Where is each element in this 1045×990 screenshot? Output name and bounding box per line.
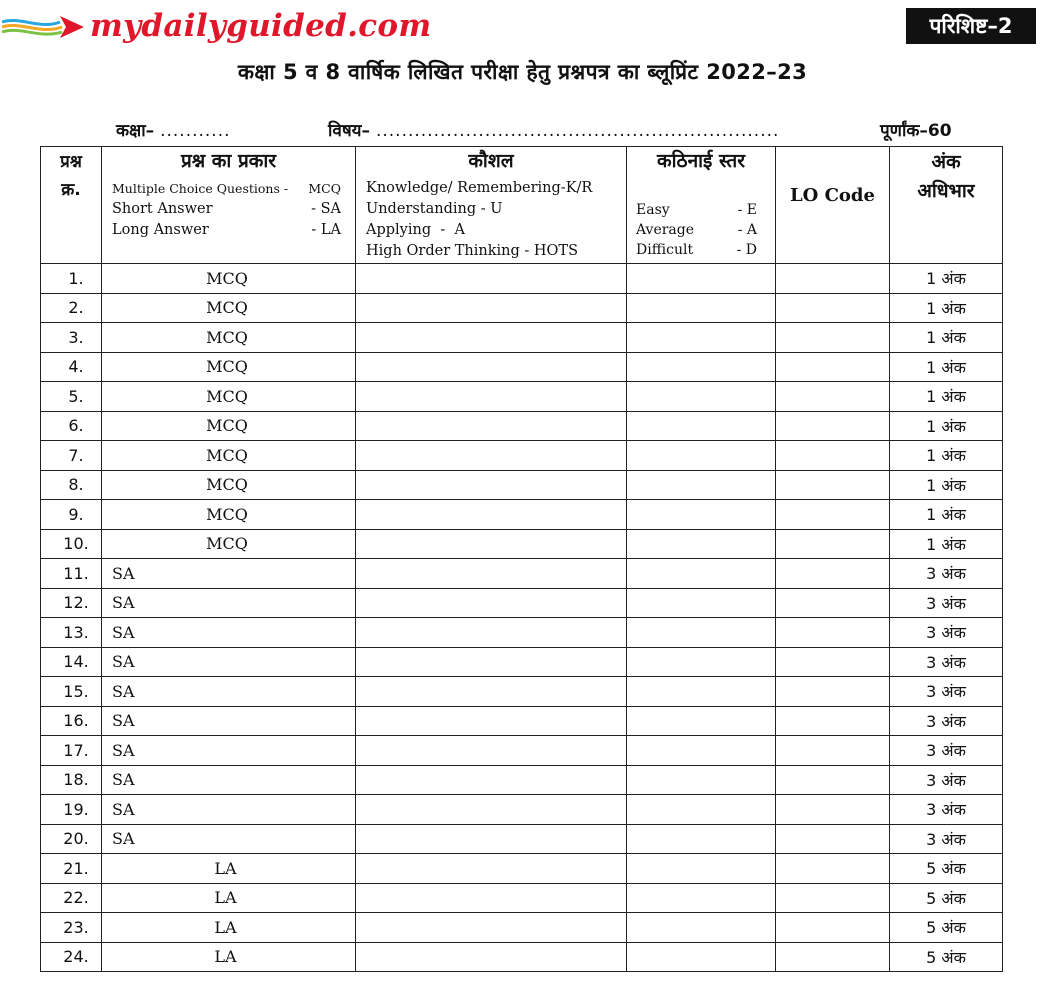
question-type: LA bbox=[102, 942, 356, 972]
question-number: 8. bbox=[41, 470, 102, 500]
question-type: MCQ bbox=[102, 323, 356, 353]
table-row bbox=[41, 854, 1003, 884]
lo-code-cell[interactable] bbox=[776, 913, 890, 943]
question-type: MCQ bbox=[102, 382, 356, 412]
lo-code-cell[interactable] bbox=[776, 677, 890, 707]
skill-cell[interactable] bbox=[356, 618, 627, 648]
difficulty-cell[interactable] bbox=[627, 352, 776, 382]
question-type: SA bbox=[102, 647, 356, 677]
legend-la-code: - LA bbox=[311, 222, 341, 238]
legend-la-name: Long Answer bbox=[112, 222, 209, 238]
lo-code-cell[interactable] bbox=[776, 323, 890, 353]
table-row bbox=[41, 529, 1003, 559]
skill-cell[interactable] bbox=[356, 824, 627, 854]
class-label: कक्षा– bbox=[116, 121, 155, 141]
site-watermark bbox=[0, 4, 431, 48]
question-number: 10. bbox=[41, 529, 102, 559]
question-number: 23. bbox=[41, 913, 102, 943]
marks-cell: 5 अंक bbox=[890, 883, 1003, 913]
legend-mcq-name: Multiple Choice Questions - bbox=[112, 181, 289, 196]
difficulty-cell[interactable] bbox=[627, 264, 776, 294]
difficulty-cell[interactable] bbox=[627, 677, 776, 707]
difficulty-cell[interactable] bbox=[627, 942, 776, 972]
question-type: LA bbox=[102, 854, 356, 884]
question-number: 20. bbox=[41, 824, 102, 854]
difficulty-cell[interactable] bbox=[627, 618, 776, 648]
table-row bbox=[41, 293, 1003, 323]
lo-code-cell[interactable] bbox=[776, 706, 890, 736]
marks-cell: 3 अंक bbox=[890, 588, 1003, 618]
marks-cell: 3 अंक bbox=[890, 706, 1003, 736]
table-row bbox=[41, 795, 1003, 825]
question-type: SA bbox=[102, 677, 356, 707]
class-field bbox=[116, 118, 231, 141]
marks-cell: 3 अंक bbox=[890, 559, 1003, 589]
question-number: 12. bbox=[41, 588, 102, 618]
skill-cell[interactable] bbox=[356, 470, 627, 500]
question-type: SA bbox=[102, 618, 356, 648]
marks-cell: 1 अंक bbox=[890, 529, 1003, 559]
question-number: 1. bbox=[41, 264, 102, 294]
question-number: 14. bbox=[41, 647, 102, 677]
question-type: MCQ bbox=[102, 529, 356, 559]
header-lo-code bbox=[776, 147, 890, 264]
legend-difficult bbox=[636, 240, 757, 260]
header-question-number bbox=[41, 147, 102, 264]
difficulty-cell[interactable] bbox=[627, 765, 776, 795]
legend-mcq-code: MCQ bbox=[308, 181, 341, 196]
lo-code-cell[interactable] bbox=[776, 647, 890, 677]
skill-cell[interactable] bbox=[356, 765, 627, 795]
difficulty-cell[interactable] bbox=[627, 382, 776, 412]
legend-easy-code: - E bbox=[737, 202, 757, 218]
legend-knowledge: Knowledge/ Remembering-K/R bbox=[366, 180, 593, 196]
lo-code-cell[interactable] bbox=[776, 736, 890, 766]
header-skill bbox=[356, 147, 627, 264]
question-number: 6. bbox=[41, 411, 102, 441]
difficulty-legend bbox=[627, 172, 775, 260]
marks-cell: 3 अंक bbox=[890, 736, 1003, 766]
legend-hots: High Order Thinking - HOTS bbox=[366, 243, 579, 259]
question-type: SA bbox=[102, 706, 356, 736]
legend-easy-name: Easy bbox=[636, 202, 670, 218]
legend-sa-code: - SA bbox=[311, 201, 341, 217]
table-row bbox=[41, 824, 1003, 854]
difficulty-cell[interactable] bbox=[627, 795, 776, 825]
legend-understanding: Understanding - U bbox=[366, 201, 503, 217]
header-q-no-line1: प्रश्न bbox=[60, 152, 82, 172]
table-row bbox=[41, 677, 1003, 707]
skill-cell[interactable] bbox=[356, 854, 627, 884]
question-number: 9. bbox=[41, 500, 102, 530]
skill-cell[interactable] bbox=[356, 559, 627, 589]
marks-cell: 5 अंक bbox=[890, 913, 1003, 943]
difficulty-cell[interactable] bbox=[627, 706, 776, 736]
skill-cell[interactable] bbox=[356, 883, 627, 913]
question-number: 2. bbox=[41, 293, 102, 323]
skill-cell[interactable] bbox=[356, 913, 627, 943]
skill-cell[interactable] bbox=[356, 411, 627, 441]
difficulty-cell[interactable] bbox=[627, 913, 776, 943]
skill-cell[interactable] bbox=[356, 500, 627, 530]
legend-sa-name: Short Answer bbox=[112, 201, 213, 217]
question-type: MCQ bbox=[102, 500, 356, 530]
lo-code-cell[interactable] bbox=[776, 529, 890, 559]
difficulty-cell[interactable] bbox=[627, 441, 776, 471]
lo-code-cell[interactable] bbox=[776, 588, 890, 618]
header-difficulty-title: कठिनाई स्तर bbox=[657, 150, 745, 172]
table-row bbox=[41, 470, 1003, 500]
marks-cell: 3 अंक bbox=[890, 824, 1003, 854]
marks-cell: 3 अंक bbox=[890, 647, 1003, 677]
legend-easy bbox=[636, 200, 757, 220]
table-row bbox=[41, 618, 1003, 648]
watermark-text: mydailyguided.com bbox=[90, 8, 432, 44]
header-marks bbox=[890, 147, 1003, 264]
table-row bbox=[41, 323, 1003, 353]
difficulty-cell[interactable] bbox=[627, 323, 776, 353]
table-row bbox=[41, 500, 1003, 530]
legend-difficult-name: Difficult bbox=[636, 242, 694, 258]
question-type: MCQ bbox=[102, 411, 356, 441]
table-row bbox=[41, 382, 1003, 412]
difficulty-cell[interactable] bbox=[627, 736, 776, 766]
table-row bbox=[41, 352, 1003, 382]
lo-code-cell[interactable] bbox=[776, 824, 890, 854]
question-number: 4. bbox=[41, 352, 102, 382]
question-number: 22. bbox=[41, 883, 102, 913]
skill-cell[interactable] bbox=[356, 588, 627, 618]
question-type: MCQ bbox=[102, 293, 356, 323]
difficulty-cell[interactable] bbox=[627, 854, 776, 884]
class-blank: ........... bbox=[160, 121, 231, 141]
table-row bbox=[41, 942, 1003, 972]
header-difficulty bbox=[627, 147, 776, 264]
lo-code-cell[interactable] bbox=[776, 441, 890, 471]
table-row bbox=[41, 559, 1003, 589]
question-type: SA bbox=[102, 736, 356, 766]
legend-mcq bbox=[112, 178, 341, 199]
question-number: 19. bbox=[41, 795, 102, 825]
skill-legend bbox=[356, 172, 626, 262]
question-type: LA bbox=[102, 883, 356, 913]
table-row bbox=[41, 411, 1003, 441]
table-row bbox=[41, 765, 1003, 795]
difficulty-cell[interactable] bbox=[627, 529, 776, 559]
table-row bbox=[41, 264, 1003, 294]
marks-cell: 1 अंक bbox=[890, 382, 1003, 412]
skill-cell[interactable] bbox=[356, 736, 627, 766]
table-row bbox=[41, 706, 1003, 736]
table-row bbox=[41, 588, 1003, 618]
table-header-row bbox=[41, 147, 1003, 264]
table-row bbox=[41, 913, 1003, 943]
marks-cell: 3 अंक bbox=[890, 795, 1003, 825]
lo-code-cell[interactable] bbox=[776, 559, 890, 589]
legend-la bbox=[112, 220, 341, 241]
lo-code-cell[interactable] bbox=[776, 352, 890, 382]
marks-cell: 1 अंक bbox=[890, 500, 1003, 530]
question-type: MCQ bbox=[102, 352, 356, 382]
header-question-type bbox=[102, 147, 356, 264]
difficulty-cell[interactable] bbox=[627, 559, 776, 589]
header-skill-title: कौशल bbox=[468, 150, 514, 172]
blueprint-table bbox=[40, 146, 1003, 972]
table-row bbox=[41, 441, 1003, 471]
lo-code-cell[interactable] bbox=[776, 942, 890, 972]
difficulty-cell[interactable] bbox=[627, 647, 776, 677]
lo-code-cell[interactable] bbox=[776, 264, 890, 294]
swoosh-arrow-icon bbox=[0, 8, 88, 44]
skill-cell[interactable] bbox=[356, 264, 627, 294]
difficulty-cell[interactable] bbox=[627, 500, 776, 530]
skill-cell[interactable] bbox=[356, 706, 627, 736]
marks-cell: 1 अंक bbox=[890, 323, 1003, 353]
question-number: 13. bbox=[41, 618, 102, 648]
difficulty-cell[interactable] bbox=[627, 883, 776, 913]
header-marks-line1: अंक bbox=[931, 151, 961, 173]
skill-cell[interactable] bbox=[356, 942, 627, 972]
question-type: SA bbox=[102, 765, 356, 795]
question-number: 18. bbox=[41, 765, 102, 795]
lo-code-cell[interactable] bbox=[776, 382, 890, 412]
subject-label: विषय– bbox=[328, 121, 371, 141]
skill-cell[interactable] bbox=[356, 647, 627, 677]
question-number: 5. bbox=[41, 382, 102, 412]
difficulty-cell[interactable] bbox=[627, 824, 776, 854]
lo-code-cell[interactable] bbox=[776, 618, 890, 648]
skill-cell[interactable] bbox=[356, 293, 627, 323]
question-type: SA bbox=[102, 795, 356, 825]
question-number: 15. bbox=[41, 677, 102, 707]
header-question-type-title: प्रश्न का प्रकार bbox=[180, 150, 277, 172]
marks-cell: 5 अंक bbox=[890, 854, 1003, 884]
lo-code-cell[interactable] bbox=[776, 500, 890, 530]
question-type: MCQ bbox=[102, 264, 356, 294]
marks-cell: 1 अंक bbox=[890, 352, 1003, 382]
question-number: 11. bbox=[41, 559, 102, 589]
question-type: SA bbox=[102, 559, 356, 589]
subject-field bbox=[328, 118, 779, 141]
difficulty-cell[interactable] bbox=[627, 411, 776, 441]
question-number: 24. bbox=[41, 942, 102, 972]
lo-code-cell[interactable] bbox=[776, 795, 890, 825]
difficulty-cell[interactable] bbox=[627, 293, 776, 323]
table-row bbox=[41, 736, 1003, 766]
lo-code-cell[interactable] bbox=[776, 883, 890, 913]
question-number: 7. bbox=[41, 441, 102, 471]
legend-applying: Applying - A bbox=[366, 222, 465, 238]
document-title: कक्षा 5 व 8 वार्षिक लिखित परीक्षा हेतु प्रश्नपत्र का ब्लूप्रिंट 2022–23 bbox=[237, 60, 808, 84]
lo-code-cell[interactable] bbox=[776, 411, 890, 441]
question-type: SA bbox=[102, 588, 356, 618]
question-number: 21. bbox=[41, 854, 102, 884]
skill-cell[interactable] bbox=[356, 441, 627, 471]
marks-cell: 1 अंक bbox=[890, 411, 1003, 441]
skill-cell[interactable] bbox=[356, 529, 627, 559]
marks-cell: 1 अंक bbox=[890, 441, 1003, 471]
marks-cell: 1 अंक bbox=[890, 470, 1003, 500]
skill-cell[interactable] bbox=[356, 352, 627, 382]
marks-cell: 1 अंक bbox=[890, 293, 1003, 323]
table-row bbox=[41, 883, 1003, 913]
legend-average bbox=[636, 220, 757, 240]
question-type: LA bbox=[102, 913, 356, 943]
header-lo-code-title: LO Code bbox=[790, 184, 875, 206]
full-marks: पूर्णांक–60 bbox=[880, 121, 952, 141]
skill-cell[interactable] bbox=[356, 795, 627, 825]
marks-cell: 3 अंक bbox=[890, 677, 1003, 707]
question-number: 3. bbox=[41, 323, 102, 353]
appendix-badge: परिशिष्ट–2 bbox=[906, 8, 1036, 44]
difficulty-cell[interactable] bbox=[627, 470, 776, 500]
difficulty-cell[interactable] bbox=[627, 588, 776, 618]
lo-code-cell[interactable] bbox=[776, 854, 890, 884]
marks-cell: 3 अंक bbox=[890, 765, 1003, 795]
legend-average-code: - A bbox=[737, 222, 757, 238]
header-q-no-line2: क्र. bbox=[61, 180, 81, 200]
marks-cell: 1 अंक bbox=[890, 264, 1003, 294]
question-type: MCQ bbox=[102, 441, 356, 471]
lo-code-cell[interactable] bbox=[776, 293, 890, 323]
skill-cell[interactable] bbox=[356, 677, 627, 707]
lo-code-cell[interactable] bbox=[776, 765, 890, 795]
skill-cell[interactable] bbox=[356, 382, 627, 412]
legend-difficult-code: - D bbox=[736, 242, 757, 258]
header-marks-line2: अधिभार bbox=[917, 180, 975, 202]
legend-sa bbox=[112, 199, 341, 220]
question-type: SA bbox=[102, 824, 356, 854]
skill-cell[interactable] bbox=[356, 323, 627, 353]
marks-cell: 3 अंक bbox=[890, 618, 1003, 648]
question-number: 16. bbox=[41, 706, 102, 736]
table-body bbox=[41, 264, 1003, 972]
table-row bbox=[41, 647, 1003, 677]
question-type: MCQ bbox=[102, 470, 356, 500]
lo-code-cell[interactable] bbox=[776, 470, 890, 500]
question-number: 17. bbox=[41, 736, 102, 766]
marks-cell: 5 अंक bbox=[890, 942, 1003, 972]
question-type-legend bbox=[102, 172, 355, 241]
subject-blank: ............................................................... bbox=[375, 121, 780, 141]
legend-average-name: Average bbox=[636, 222, 695, 238]
